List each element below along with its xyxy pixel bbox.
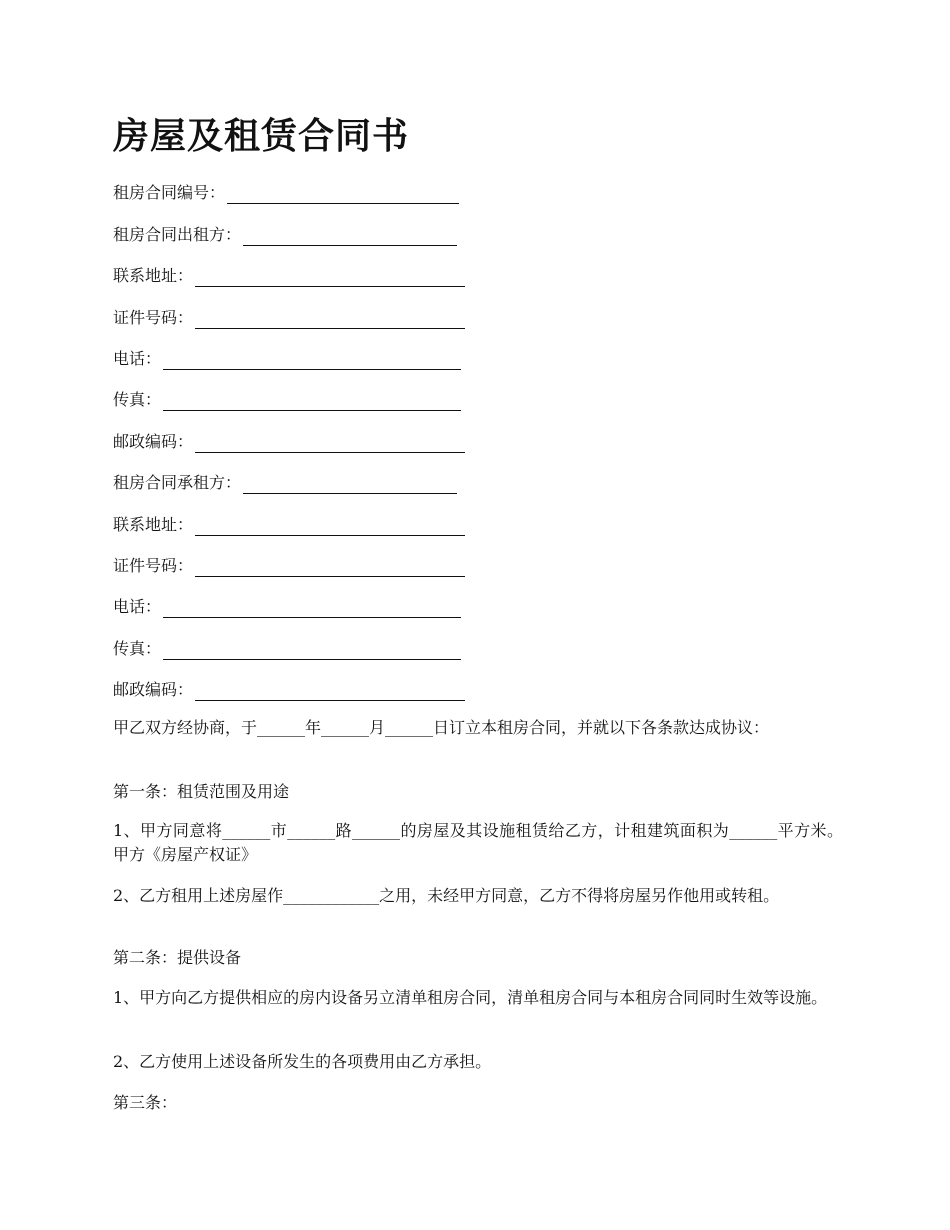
- lessee-phone-field: [113, 594, 461, 618]
- field-label: 租房合同编号：: [113, 183, 226, 202]
- lessor-id-number-field: [113, 305, 465, 329]
- article-one-clause-2: 2、乙方租用上述房屋作____________之用，未经甲方同意，乙方不得将房屋另作他用或转租。: [113, 886, 780, 905]
- field-label: 传真：: [113, 390, 162, 409]
- field-label: 邮政编码：: [113, 680, 194, 699]
- fill-blank: [195, 558, 465, 577]
- lessee-fax-field: [113, 636, 461, 660]
- fill-blank: [163, 641, 461, 660]
- contract-number-field: [113, 180, 459, 204]
- lessor-address-field: [113, 263, 465, 287]
- fill-blank: [227, 185, 459, 204]
- article-one-heading: 第一条：租赁范围及用途: [113, 782, 290, 801]
- lessor-phone-field: [113, 346, 461, 370]
- lessee-address-field: [113, 512, 465, 536]
- document-title: 房屋及租赁合同书: [113, 115, 410, 157]
- fill-blank: [163, 392, 461, 411]
- field-label: 证件号码：: [113, 556, 194, 575]
- field-label: 证件号码：: [113, 308, 194, 327]
- lessee-field: [113, 470, 457, 494]
- field-label: 邮政编码：: [113, 432, 194, 451]
- field-label: 租房合同出租方：: [113, 225, 242, 244]
- fill-blank: [163, 599, 461, 618]
- fill-blank: [195, 682, 465, 701]
- article-one-clause-1: 1、甲方同意将______市______路______的房屋及其设施租赁给乙方，计租建筑面积为______平方米。甲方《房屋产权证》: [113, 821, 843, 864]
- fill-blank: [163, 351, 461, 370]
- lessor-fax-field: [113, 387, 461, 411]
- field-label: 联系地址：: [113, 515, 194, 534]
- fill-blank: [195, 268, 465, 287]
- fill-blank: [243, 475, 457, 494]
- field-label: 联系地址：: [113, 266, 194, 285]
- fill-blank: [195, 517, 465, 536]
- field-label: 租房合同承租方：: [113, 473, 242, 492]
- fill-blank: [243, 227, 457, 246]
- article-two-clause-2: 2、乙方使用上述设备所发生的各项费用由乙方承担。: [113, 1052, 492, 1071]
- fill-blank: [195, 434, 465, 453]
- fill-blank: [195, 310, 465, 329]
- field-label: 传真：: [113, 639, 162, 658]
- agreement-intro-paragraph: 甲乙双方经协商，于______年______月______日订立本租房合同，并就以下各条款达成协议：: [113, 718, 770, 737]
- lessee-id-number-field: [113, 553, 465, 577]
- field-label: 电话：: [113, 597, 162, 616]
- article-two-clause-1: 1、甲方向乙方提供相应的房内设备另立清单租房合同，清单租房合同与本租房合同同时生效等设施。: [113, 988, 828, 1007]
- lessor-field: [113, 222, 457, 246]
- article-three-heading: 第三条：: [113, 1093, 178, 1112]
- field-label: 电话：: [113, 349, 162, 368]
- lessor-postcode-field: [113, 429, 465, 453]
- article-two-heading: 第二条：提供设备: [113, 948, 242, 967]
- lessee-postcode-field: [113, 677, 465, 701]
